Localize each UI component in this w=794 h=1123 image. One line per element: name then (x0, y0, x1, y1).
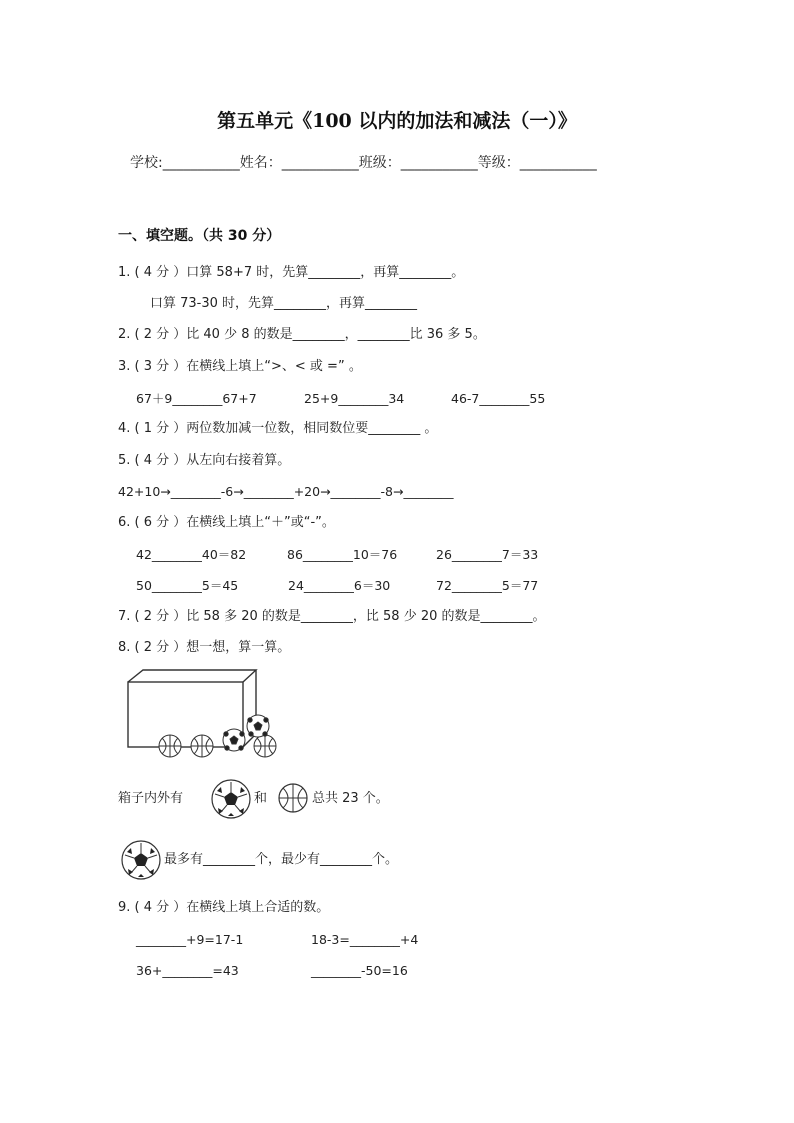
q1-line1: 1. ( 4 分 ）口算 58+7 时，先算________，再算________。 (118, 265, 465, 280)
q6-item-2: 86________10＝76 (287, 547, 398, 562)
q6-item-3: 26________7＝33 (436, 547, 539, 562)
basketball-icon (254, 735, 276, 757)
q6-item-4: 50________5＝45 (136, 578, 239, 593)
q8-text-a: 箱子内外有 (118, 791, 184, 806)
soccer-ball-icon (223, 729, 245, 751)
q8-text-and: 和 (254, 791, 268, 806)
section-heading: 一、填空题。（共 30 分） (118, 228, 281, 244)
q6-line1: 6. ( 6 分 ）在横线上填上“＋”或“-”。 (118, 515, 335, 530)
q9-line1: 9. ( 4 分 ）在横线上填上合适的数。 (118, 900, 330, 915)
q6-item-6: 72________5＝77 (436, 578, 539, 593)
q3-item-2: 25+9________34 (304, 391, 405, 406)
q8-text-total: 总共 23 个。 (312, 791, 389, 806)
box-illustration (118, 662, 288, 762)
box-top (128, 670, 256, 682)
q8-line1: 8. ( 2 分 ）想一想，算一算。 (118, 640, 291, 655)
q6-item-1: 42________40＝82 (136, 547, 247, 562)
basketball-icon (277, 782, 309, 814)
q3-item-1: 67＋9________67+7 (136, 391, 257, 406)
q1-line2: 口算 73-30 时，先算________，再算________ (150, 296, 418, 311)
soccer-ball-icon (247, 715, 269, 737)
q3-line1: 3. ( 3 分 ）在横线上填上“>、< 或 =” 。 (118, 359, 362, 374)
q2-line: 2. ( 2 分 ）比 40 少 8 的数是________，________比 36 多 5。 (118, 327, 486, 342)
q3-item-3: 46-7________55 (451, 391, 546, 406)
q7-line: 7. ( 2 分 ）比 58 多 20 的数是________，比 58 少 20 的数是________。 (118, 609, 546, 624)
q9-item-1: ________+9=17-1 (136, 932, 244, 947)
q8-text-most: 最多有________个，最少有________个。 (164, 852, 399, 867)
q5-chain: 42+10→________-6→________+20→________-8→________ (118, 484, 454, 499)
q9-item-3: 36+________=43 (136, 963, 239, 978)
q9-item-4: ________-50=16 (311, 963, 408, 978)
soccer-ball-icon (120, 839, 162, 881)
q4-line: 4. ( 1 分 ）两位数加减一位数，相同数位要________ 。 (118, 421, 438, 436)
basketball-icon (191, 735, 213, 757)
q6-item-5: 24________6＝30 (288, 578, 391, 593)
page-title: 第五单元《100 以内的加法和减法（一）》 (217, 110, 577, 132)
student-info-line: 学校:___________姓名：___________班级：___________等级：___________ (130, 155, 597, 171)
q9-item-2: 18-3=________+4 (311, 932, 419, 947)
soccer-ball-icon (210, 778, 252, 820)
q5-line1: 5. ( 4 分 ）从左向右接着算。 (118, 453, 291, 468)
basketball-icon (159, 735, 181, 757)
